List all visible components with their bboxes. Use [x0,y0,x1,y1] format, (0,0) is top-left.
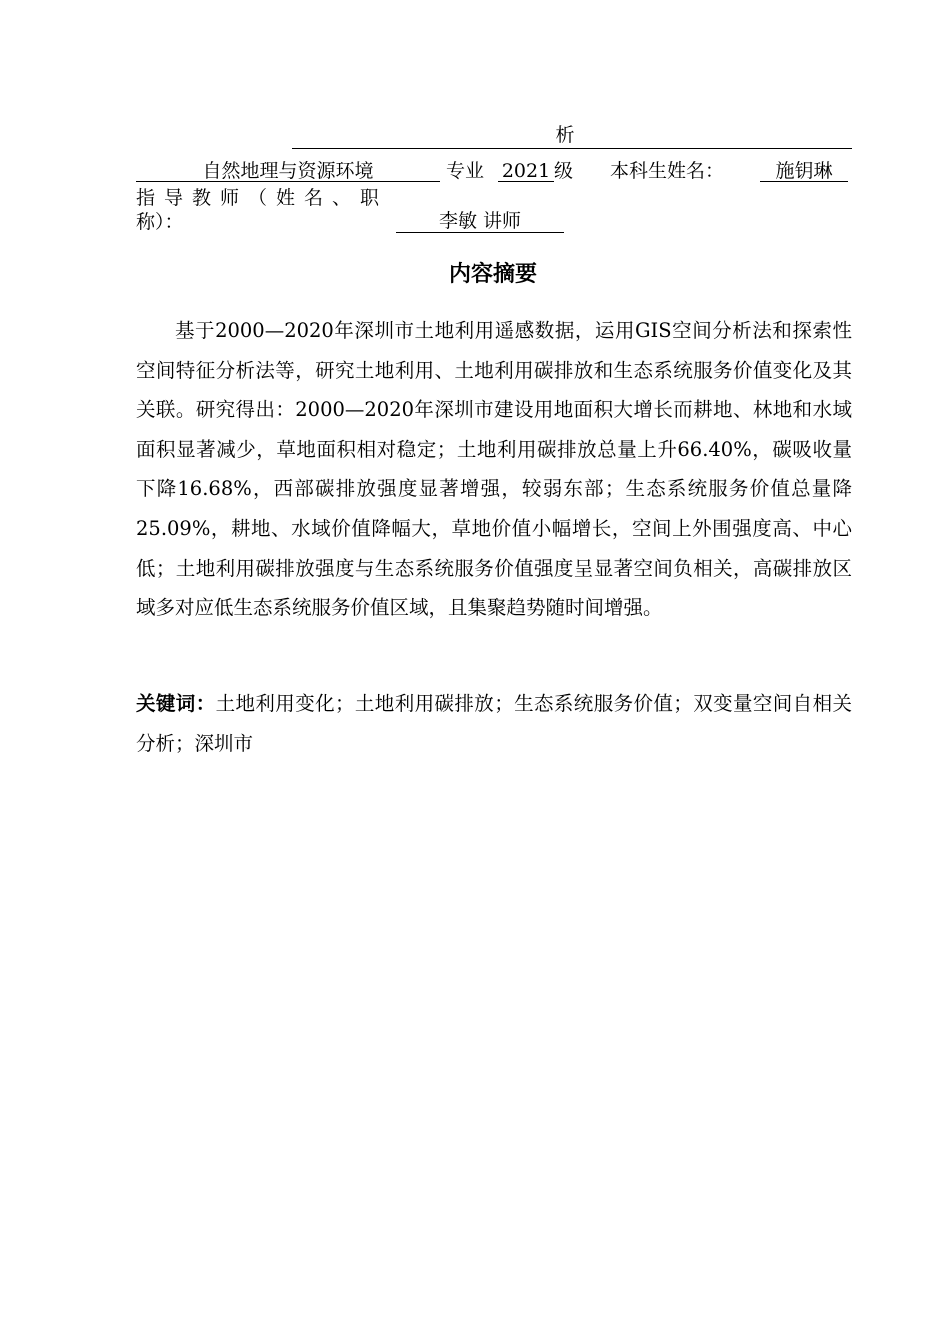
keywords-text: 土地利用变化；土地利用碳排放；生态系统服务价值；双变量空间自相关分析；深圳市 [136,692,852,755]
advisor-value: 李敏 讲师 [396,208,564,233]
major-value: 自然地理与资源环境 [136,157,440,182]
grade-value: 2021 [498,157,554,182]
grade-label: 级 [554,160,574,182]
advisor-label-line2: 称）： [136,211,184,233]
thesis-title-line [292,122,852,149]
thesis-title-fragment: 析 [555,124,575,146]
student-name-value: 施钥琳 [760,157,848,182]
advisor-label [136,186,398,234]
keywords-paragraph [136,684,852,763]
student-name-label: 本科生姓名： [610,160,725,182]
abstract-body: 基于2000—2020年深圳市土地利用遥感数据，运用GIS空间分析法和探索性空间特征分析法等，研究土地利用、土地利用碳排放和生态系统服务价值变化及其关联。研究得出：2000—2020年深圳市建设用地面积大增长而耕地、林地和水域面积显著减少，草地面积相对稳定；土地利用碳排放总量上升66.40%，碳吸收量下降16.68%，西部碳排放强度显著增强，较弱东部；生态系统服务价值总量降25.09%，耕地、水域价值降幅大，草地价值小幅增长，空间上外围强度高、中心低；土地利用碳排放强度与生态系统服务价值强度呈显著空间负相关，高碳排放区域多对应低生态系统服务价值区域，且集聚趋势随时间增强。 [136,319,852,620]
student-info-row [136,157,850,185]
major-label: 专业 [446,160,485,182]
abstract-heading: 内容摘要 [448,262,537,287]
keywords-label: 关键词： [136,692,216,715]
advisor-label-line1: 指导教师（姓名、职 [136,187,389,209]
